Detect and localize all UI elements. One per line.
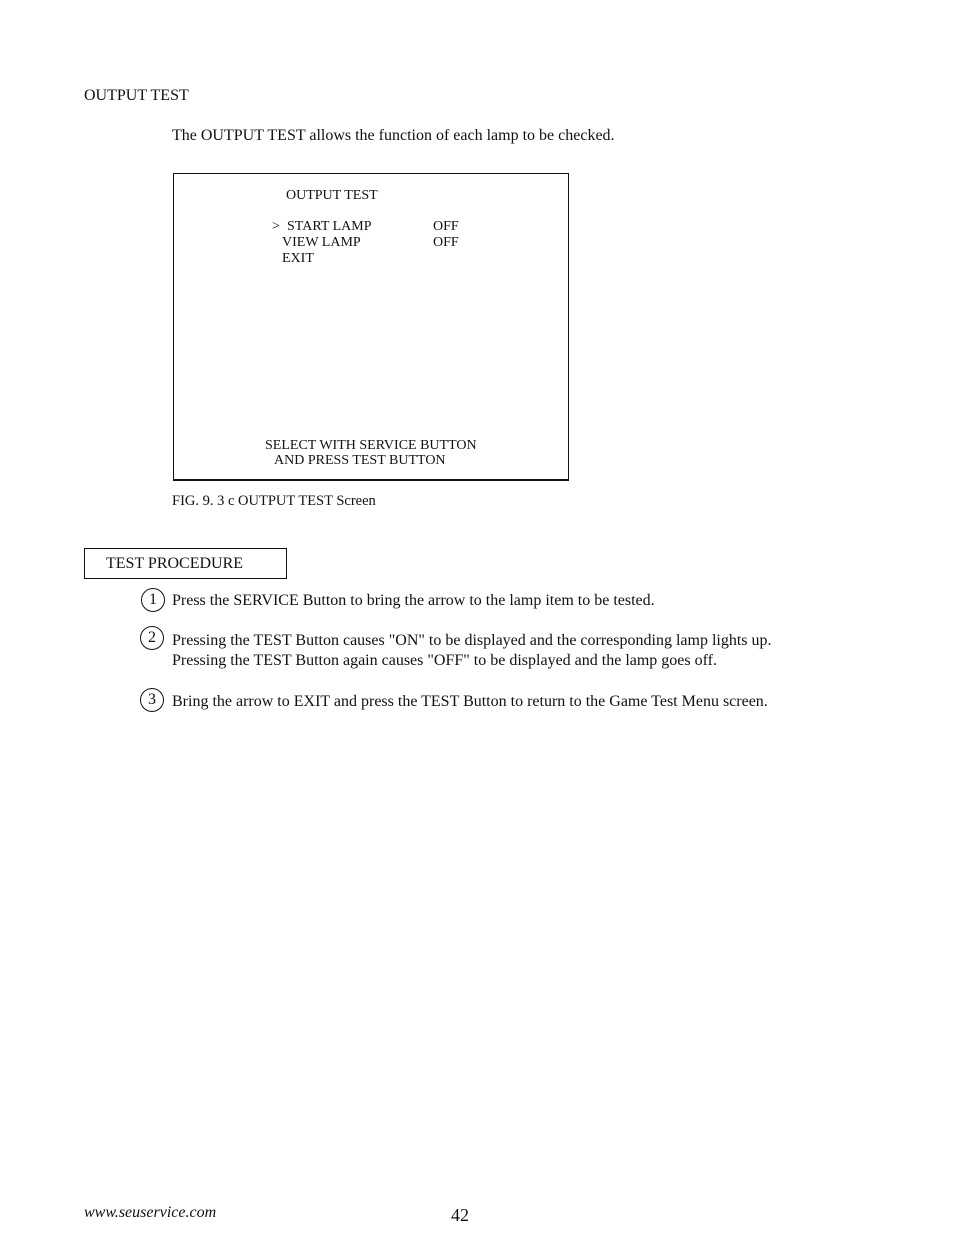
figure-caption: FIG. 9. 3 c OUTPUT TEST Screen xyxy=(172,493,376,509)
menu-item-view-lamp: VIEW LAMP xyxy=(282,235,361,250)
section-title: OUTPUT TEST xyxy=(84,87,189,104)
step-2-number-icon: 2 xyxy=(140,626,164,650)
screen-title: OUTPUT TEST xyxy=(286,188,378,203)
screen-footer-line2: AND PRESS TEST BUTTON xyxy=(274,453,446,468)
step-1-number-icon: 1 xyxy=(141,588,165,612)
page-number: 42 xyxy=(451,1205,469,1225)
intro-text: The OUTPUT TEST allows the function of each lamp to be checked. xyxy=(172,127,615,144)
step-3-text: Bring the arrow to EXIT and press the TEST Button to return to the Game Test Menu screen. xyxy=(172,693,768,710)
step-3-number-icon: 3 xyxy=(140,688,164,712)
step-1-text: Press the SERVICE Button to bring the arrow to the lamp item to be tested. xyxy=(172,592,655,609)
view-lamp-value: OFF xyxy=(433,235,459,250)
procedure-heading-box xyxy=(84,548,287,579)
menu-item-start-lamp: START LAMP xyxy=(287,219,372,234)
start-lamp-value: OFF xyxy=(433,219,459,234)
menu-item-exit: EXIT xyxy=(282,251,314,266)
output-test-screen xyxy=(173,173,569,481)
step-2-text-line1: Pressing the TEST Button causes "ON" to be displayed and the corresponding lamp lights up. xyxy=(172,632,772,649)
screen-footer-line1: SELECT WITH SERVICE BUTTON xyxy=(265,438,477,453)
menu-arrow: > xyxy=(272,219,280,234)
step-2-text-line2: Pressing the TEST Button again causes "OFF" to be displayed and the lamp goes off. xyxy=(172,652,717,669)
footer-url: www.seuservice.com xyxy=(84,1204,217,1221)
procedure-heading: TEST PROCEDURE xyxy=(106,555,244,572)
